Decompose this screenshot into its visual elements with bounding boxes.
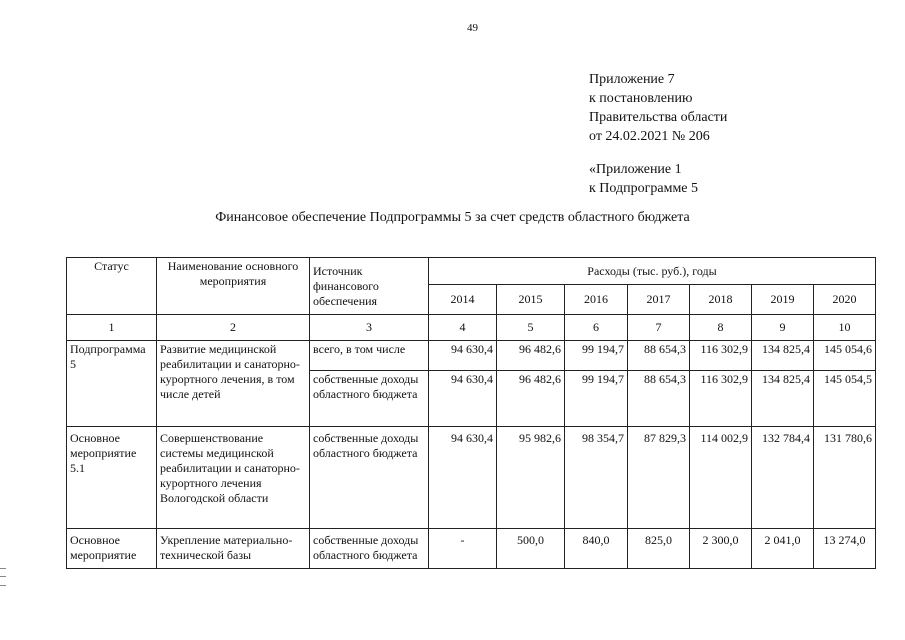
value-cell: 825,0 bbox=[628, 529, 690, 569]
value-cell: 134 825,4 bbox=[752, 371, 814, 427]
value-cell: 131 780,6 bbox=[814, 427, 876, 529]
column-number: 1 bbox=[67, 315, 157, 341]
row-name: Развитие медицинской реабилитации и санаторно-курортного лечения, в том числе детей bbox=[157, 341, 310, 427]
column-number: 8 bbox=[690, 315, 752, 341]
header-expenses: Расходы (тыс. руб.), годы bbox=[429, 258, 876, 285]
value-cell: 116 302,9 bbox=[690, 371, 752, 427]
appendix-line: от 24.02.2021 № 206 bbox=[589, 129, 710, 144]
value-cell: 99 194,7 bbox=[565, 371, 628, 427]
page-number: 49 bbox=[467, 22, 478, 34]
header-year: 2016 bbox=[565, 285, 628, 315]
header-year: 2018 bbox=[690, 285, 752, 315]
column-number: 6 bbox=[565, 315, 628, 341]
table-row bbox=[67, 341, 876, 371]
value-cell: 87 829,3 bbox=[628, 427, 690, 529]
header-year: 2019 bbox=[752, 285, 814, 315]
row-status: Основное мероприятие bbox=[67, 529, 157, 569]
value-cell: 96 482,6 bbox=[497, 341, 565, 371]
value-cell: 500,0 bbox=[497, 529, 565, 569]
row-source: собственные доходы областного бюджета bbox=[310, 427, 429, 529]
document-title: Финансовое обеспечение Подпрограммы 5 за счет средств областного бюджета bbox=[215, 210, 690, 225]
row-name: Совершенствование системы медицинской реабилитации и санаторно-курортного лечения Вологодской области bbox=[157, 427, 310, 529]
appendix-line: Правительства области bbox=[589, 110, 728, 125]
value-cell: - bbox=[429, 529, 497, 569]
row-source: всего, в том числе bbox=[310, 341, 429, 371]
row-source: собственные доходы областного бюджета bbox=[310, 371, 429, 427]
header-year: 2014 bbox=[429, 285, 497, 315]
appendix-line: «Приложение 1 bbox=[589, 162, 682, 177]
value-cell: 116 302,9 bbox=[690, 341, 752, 371]
table-row bbox=[67, 427, 876, 529]
value-cell: 145 054,6 bbox=[814, 341, 876, 371]
value-cell: 94 630,4 bbox=[429, 371, 497, 427]
value-cell: 99 194,7 bbox=[565, 341, 628, 371]
column-number: 10 bbox=[814, 315, 876, 341]
row-source: собственные доходы областного бюджета bbox=[310, 529, 429, 569]
margin-mark bbox=[0, 568, 6, 586]
column-number: 4 bbox=[429, 315, 497, 341]
column-number: 7 bbox=[628, 315, 690, 341]
header-year: 2017 bbox=[628, 285, 690, 315]
value-cell: 2 041,0 bbox=[752, 529, 814, 569]
value-cell: 94 630,4 bbox=[429, 427, 497, 529]
header-year: 2020 bbox=[814, 285, 876, 315]
appendix-block bbox=[589, 70, 727, 198]
value-cell: 98 354,7 bbox=[565, 427, 628, 529]
column-number: 9 bbox=[752, 315, 814, 341]
value-cell: 840,0 bbox=[565, 529, 628, 569]
column-number: 5 bbox=[497, 315, 565, 341]
appendix-line: к Подпрограмме 5 bbox=[589, 181, 699, 196]
column-number: 2 bbox=[157, 315, 310, 341]
row-status: Подпрограмма 5 bbox=[67, 341, 157, 427]
value-cell: 114 002,9 bbox=[690, 427, 752, 529]
value-cell: 88 654,3 bbox=[628, 371, 690, 427]
appendix-line: к постановлению bbox=[589, 91, 693, 106]
row-name: Укрепление материально-технической базы bbox=[157, 529, 310, 569]
financing-table bbox=[66, 257, 876, 569]
value-cell: 2 300,0 bbox=[690, 529, 752, 569]
column-number: 3 bbox=[310, 315, 429, 341]
value-cell: 13 274,0 bbox=[814, 529, 876, 569]
value-cell: 95 982,6 bbox=[497, 427, 565, 529]
value-cell: 88 654,3 bbox=[628, 341, 690, 371]
header-year: 2015 bbox=[497, 285, 565, 315]
value-cell: 96 482,6 bbox=[497, 371, 565, 427]
header-name: Наименование основного мероприятия bbox=[157, 258, 310, 315]
header-status: Статус bbox=[67, 258, 157, 315]
value-cell: 134 825,4 bbox=[752, 341, 814, 371]
appendix-line: Приложение 7 bbox=[589, 72, 675, 87]
value-cell: 94 630,4 bbox=[429, 341, 497, 371]
header-source: Источник финансового обеспечения bbox=[310, 258, 429, 315]
row-status: Основное мероприятие 5.1 bbox=[67, 427, 157, 529]
value-cell: 145 054,5 bbox=[814, 371, 876, 427]
table-row bbox=[67, 529, 876, 569]
value-cell: 132 784,4 bbox=[752, 427, 814, 529]
